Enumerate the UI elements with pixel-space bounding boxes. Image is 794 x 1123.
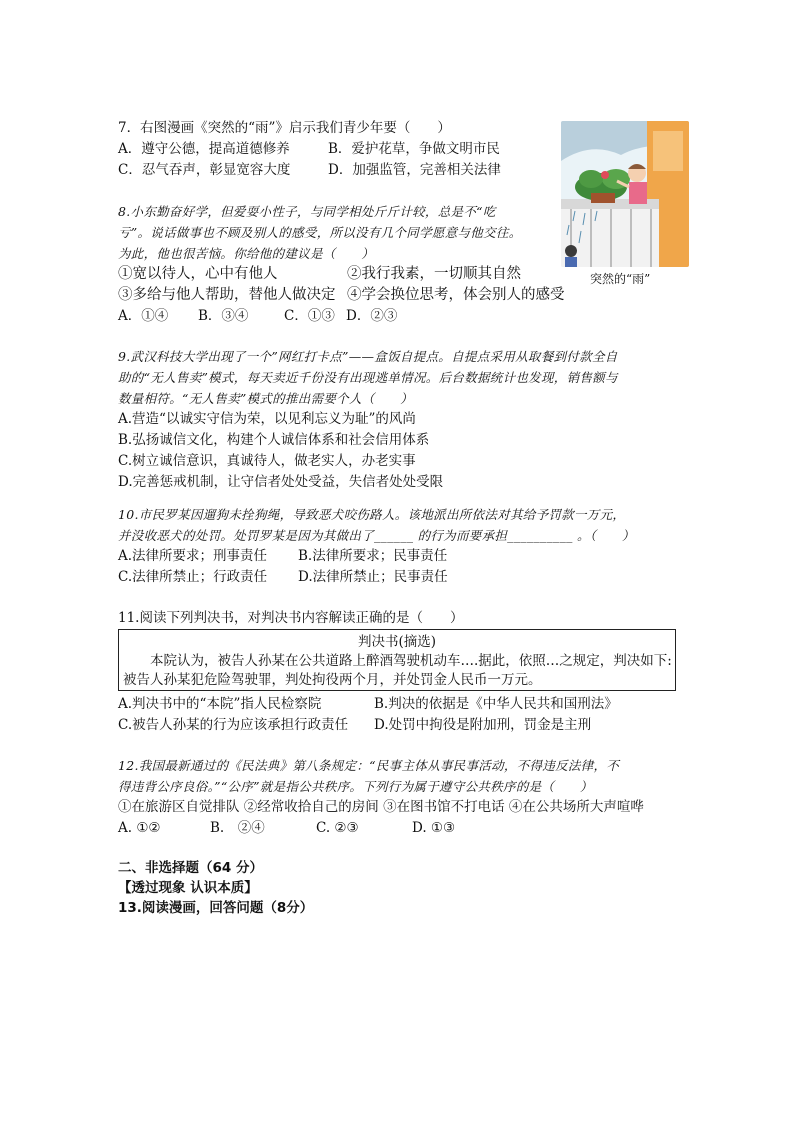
q10-stem-line-2: 并没收恶犬的处罚。处罚罗某是因为其做出了______ 的行为而要承担__________ 。（ ） bbox=[118, 528, 635, 543]
cartoon-caption: 突然的“雨” bbox=[590, 272, 651, 286]
q9-stem-line-1: 9.武汉科技大学出现了一个”网红打卡点”——盒饭自提点。自提点采用从取餐到付款全自 bbox=[118, 349, 618, 364]
q9-option-b: B.弘扬诚信文化，构建个人诚信体系和社会信用体系 bbox=[118, 432, 430, 448]
q10-options-ab bbox=[118, 546, 678, 567]
q10-options-cd bbox=[118, 567, 678, 588]
q12-options bbox=[118, 818, 678, 839]
q8-option-a: A．①④ bbox=[118, 308, 169, 324]
q7-stem: 7．右图漫画《突然的“雨”》启示我们青少年要（ ） bbox=[118, 120, 451, 136]
q8-option-c: C．①③ bbox=[284, 308, 335, 324]
q8-statement-1: ①宽以待人，心中有他人 bbox=[118, 266, 278, 282]
q12-option-b: B. ②④ bbox=[210, 820, 265, 836]
q10-option-d: D.法律所禁止；民事责任 bbox=[298, 569, 448, 585]
q8-statement-2: ②我行我素，一切顺其自然 bbox=[347, 266, 521, 282]
q8-option-d: D．②③ bbox=[346, 308, 398, 324]
question-10 bbox=[118, 504, 678, 588]
q8-statements-34 bbox=[118, 285, 678, 306]
judgment-line-2: 被告人孙某犯危险驾驶罪，判处拘役两个月，并处罚金人民币一万元。 bbox=[123, 672, 542, 688]
q8-statements-12 bbox=[118, 264, 678, 285]
question-11 bbox=[118, 608, 678, 629]
q11-stem: 11.阅读下列判决书，对判决书内容解读正确的是（ ） bbox=[118, 610, 464, 626]
question-8 bbox=[118, 201, 678, 327]
q11-options-cd bbox=[118, 715, 678, 736]
q12-statements: ①在旅游区自觉排队 ②经常收拾自己的房间 ③在图书馆不打电话 ④在公共场所大声喧哗 bbox=[118, 799, 644, 815]
q10-option-a: A.法律所要求；刑事责任 bbox=[118, 548, 268, 564]
q8-statement-3: ③多给与他人帮助，替他人做决定 bbox=[118, 287, 336, 303]
part-two-heading: 二、非选择题（64 分） bbox=[118, 860, 263, 876]
q8-options bbox=[118, 306, 678, 327]
q11-option-a: A.判决书中的“本院”指人民检察院 bbox=[118, 696, 322, 712]
q12-stem-line-1: 12.我国最新通过的《民法典》第八条规定：“民事主体从事民事活动，不得违反法律，不 bbox=[118, 758, 620, 773]
q7-option-c: C．忍气吞声，彰显宽容大度 bbox=[118, 162, 291, 178]
q8-stem-line-2: 亏”。说话做事也不顾及别人的感受，所以没有几个同学愿意与他交往。 bbox=[118, 225, 522, 240]
q9-stem-line-3: 数量相符。“无人售卖”模式的推出需要个人（ ） bbox=[118, 391, 413, 406]
q10-stem-line-1: 10.市民罗某因遛狗未拴狗绳，导致恶犬咬伤路人。该地派出所依法对其给予罚款一万元， bbox=[118, 507, 626, 522]
judgment-line-1: 本院认为，被告人孙某在公共道路上醉酒驾驶机动车….据此，依照…之规定，判决如下: bbox=[123, 653, 672, 669]
question-13-stem: 13.阅读漫画，回答问题（8分） bbox=[118, 900, 314, 916]
q12-option-c: C. ②③ bbox=[316, 820, 359, 836]
q12-option-d: D. ①③ bbox=[412, 820, 456, 836]
q11-option-b: B.判决的依据是《中华人民共和国刑法》 bbox=[374, 696, 618, 712]
q8-option-b: B．③④ bbox=[198, 308, 249, 324]
judgment-excerpt-box bbox=[118, 629, 676, 691]
q9-stem-line-2: 助的“无人售卖”模式，每天卖近千份没有出现逃单情况。后台数据统计也发现，销售额与 bbox=[118, 370, 618, 385]
question-11-options bbox=[118, 694, 678, 736]
q7-option-d: D．加强监管，完善相关法律 bbox=[328, 162, 501, 178]
q9-option-c: C.树立诚信意识，真诚待人，做老实人，办老实事 bbox=[118, 453, 416, 469]
judgment-title: 判决书(摘选) bbox=[357, 634, 437, 650]
q7-option-a: A．遵守公德，提高道德修养 bbox=[118, 141, 290, 157]
q11-option-d: D.处罚中拘役是附加刑，罚金是主刑 bbox=[374, 717, 592, 733]
q8-stem-line-3: 为此，他也很苦恼。你给他的建议是（ ） bbox=[118, 246, 375, 261]
q12-option-a: A. ①② bbox=[118, 820, 161, 836]
part-two-subheading: 【透过现象 认识本质】 bbox=[118, 880, 258, 896]
q11-options-ab bbox=[118, 694, 678, 715]
q9-option-d: D.完善惩戒机制，让守信者处处受益，失信者处处受限 bbox=[118, 474, 444, 490]
question-9 bbox=[118, 346, 678, 493]
q11-option-c: C.被告人孙某的行为应该承担行政责任 bbox=[118, 717, 349, 733]
q10-option-b: B.法律所要求；民事责任 bbox=[298, 548, 448, 564]
q7-option-b: B．爱护花草，争做文明市民 bbox=[328, 141, 500, 157]
q12-stem-line-2: 得违背公序良俗。”“公序”就是指公共秩序。下列行为属于遵守公共秩序的是（ ） bbox=[118, 779, 593, 794]
q9-option-a: A.营造“以诚实守信为荣，以见利忘义为耻”的风尚 bbox=[118, 411, 416, 427]
q8-stem-line-1: 8.小东勤奋好学，但爱耍小性子，与同学相处斤斤计较，总是不“吃 bbox=[118, 204, 496, 219]
question-12 bbox=[118, 755, 678, 839]
q10-option-c: C.法律所禁止；行政责任 bbox=[118, 569, 268, 585]
q8-statement-4: ④学会换位思考，体会别人的感受 bbox=[347, 287, 565, 303]
